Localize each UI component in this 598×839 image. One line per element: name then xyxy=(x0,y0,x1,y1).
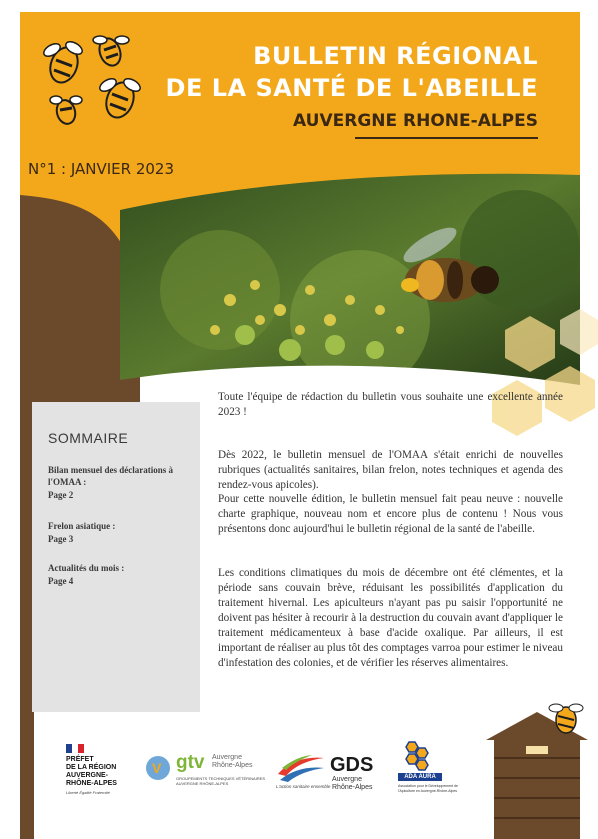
gds-tagline: L'action sanitaire ensemble xyxy=(276,784,331,789)
ada-honeycomb-icon xyxy=(402,740,440,774)
prefet-line-3: AUVERGNE- xyxy=(66,772,109,779)
subtitle-underline xyxy=(355,137,538,139)
gds-region-2: Rhône-Alpes xyxy=(332,784,373,791)
toc-item[interactable] xyxy=(48,464,198,501)
toc-item-page: Page 2 xyxy=(48,490,74,500)
gds-region-1: Auvergne xyxy=(332,776,362,783)
toc-item-page: Page 3 xyxy=(48,534,74,544)
paragraph-greeting: Toute l'équipe de rédaction du bulletin vous souhaite une excellente année 2023 ! xyxy=(218,391,563,418)
bees-illustration xyxy=(34,30,144,130)
logo-prefet xyxy=(66,744,136,795)
gtv-emblem-icon: V xyxy=(146,756,170,780)
french-flag-icon xyxy=(66,744,84,753)
logo-gds xyxy=(276,752,386,796)
prefet-line-1: PRÉFET xyxy=(66,756,94,763)
toc-item-label: Bilan mensuel des déclarations à l'OMAA : xyxy=(48,465,174,487)
toc-item[interactable] xyxy=(48,520,198,545)
gtv-region-1: Auvergne xyxy=(212,754,242,761)
title-line-1: BULLETIN RÉGIONAL xyxy=(253,42,538,70)
paragraph-intro: Dès 2022, le bulletin mensuel de l'OMAA s'était enrichi de nouvelles rubriques (actualités sanitaires, bilan frelon, notes techniques et agenda des rendez-vous apicoles). xyxy=(218,449,563,491)
gtv-name: gtv xyxy=(176,752,205,773)
prefet-line-2: DE LA RÉGION xyxy=(66,764,117,771)
toc-item-label: Actualités du mois : xyxy=(48,563,125,573)
gds-name: GDS xyxy=(330,754,374,776)
gds-swoosh-icon xyxy=(276,752,326,782)
logo-gtv xyxy=(146,752,266,792)
issue-number: N°1 : JANVIER 2023 xyxy=(28,160,175,178)
ada-name: ADA AURA xyxy=(398,773,442,781)
toc-item-page: Page 4 xyxy=(48,576,74,586)
logo-ada-aura xyxy=(398,740,462,804)
prefet-motto: Liberté Égalité Fraternité xyxy=(66,790,110,795)
toc-item-label: Frelon asiatique : xyxy=(48,521,116,531)
prefet-line-4: RHÔNE-ALPES xyxy=(66,780,117,787)
beehive-illustration xyxy=(482,700,592,839)
gtv-region-2: Rhône-Alpes xyxy=(212,762,253,769)
paragraph-new-edition: Pour cette nouvelle édition, le bulletin mensuel fait peau neuve : nouvelle charte graphique, nouveau nom et encore plus de contenu ! Nous vous présentons donc aujourd'hui le bulletin régional de la santé de l'abeille. xyxy=(218,493,563,535)
toc-item[interactable] xyxy=(48,562,198,587)
subtitle: AUVERGNE RHONE-ALPES xyxy=(293,111,538,131)
ada-caption: Association pour le Développement de l'Apiculture en Auvergne-Rhône-Alpes xyxy=(398,784,458,793)
sommaire-title: SOMMAIRE xyxy=(48,430,129,446)
title-line-2: DE LA SANTÉ DE L'ABEILLE xyxy=(165,74,538,102)
paragraph-conditions: Les conditions climatiques du mois de décembre ont été clémentes, et la période sans couvain brève, réduisant les possibilités d'application du traitement hivernal. Les apiculteurs n'ayant pas pu saisir l'opportunité ne doivent pas hésiter à recourir à la destruction du couvain avant d'appliquer le traitement médicamenteux à base d'acide oxalique. Par ailleurs, il est important de réaliser au plus tôt des comptages varroa pour estimer le niveau d'infestation des colonies, et de vérifier les réserves alimentaires. xyxy=(218,567,563,669)
sommaire-panel xyxy=(32,402,200,712)
gtv-caption: GROUPEMENTS TECHNIQUES VÉTÉRINAIRES AUVERGNE RHÔNE-ALPES xyxy=(176,776,266,786)
